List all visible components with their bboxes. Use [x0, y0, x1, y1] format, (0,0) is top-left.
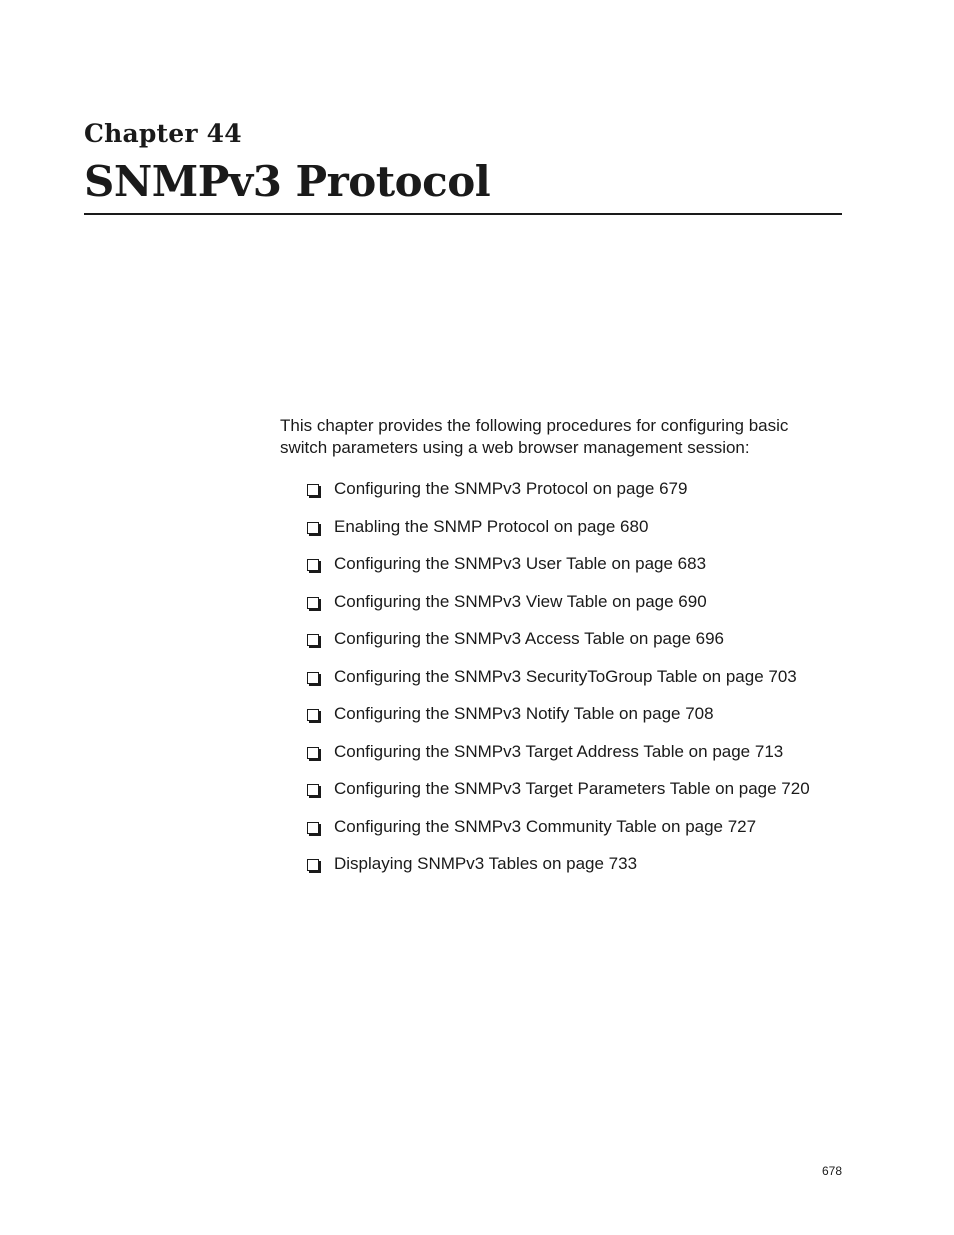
list-item[interactable] — [307, 853, 810, 891]
list-item[interactable] — [307, 478, 810, 516]
intro-paragraph: This chapter provides the following procedures for configuring basic switch parameters using a web browser management session: — [280, 416, 789, 457]
checkbox-icon — [307, 484, 319, 496]
checkbox-icon — [307, 709, 319, 721]
title-rule — [84, 213, 842, 215]
checkbox-icon — [307, 559, 319, 571]
list-item-label[interactable]: Configuring the SNMPv3 View Table on page 690 — [334, 591, 707, 611]
list-item-label[interactable]: Configuring the SNMPv3 Community Table on page 727 — [334, 816, 757, 836]
list-item-label[interactable]: Configuring the SNMPv3 Target Address Table on page 713 — [334, 741, 784, 761]
list-item[interactable] — [307, 703, 810, 741]
list-item[interactable] — [307, 778, 810, 816]
list-item[interactable] — [307, 666, 810, 704]
chapter-label: Chapter 44 — [84, 119, 242, 148]
checkbox-icon — [307, 672, 319, 684]
list-item-label[interactable]: Configuring the SNMPv3 Access Table on page 696 — [334, 629, 724, 648]
list-item[interactable] — [307, 516, 810, 554]
list-item-label[interactable]: Configuring the SNMPv3 SecurityToGroup Table on page 703 — [334, 666, 797, 686]
checkbox-icon — [307, 522, 319, 534]
checkbox-icon — [307, 747, 319, 759]
checkbox-icon — [307, 822, 319, 834]
list-item[interactable] — [307, 553, 810, 591]
checkbox-icon — [307, 859, 319, 871]
chapter-title: SNMPv3 Protocol — [84, 157, 491, 206]
list-item-label[interactable]: Configuring the SNMPv3 User Table on page 683 — [334, 554, 707, 573]
list-item[interactable] — [307, 628, 810, 666]
list-item-label[interactable]: Configuring the SNMPv3 Notify Table on page 708 — [334, 704, 714, 723]
checkbox-icon — [307, 634, 319, 646]
list-item[interactable] — [307, 741, 810, 779]
list-item[interactable] — [307, 591, 810, 629]
procedure-list — [307, 478, 810, 891]
page-number: 678 — [822, 1164, 843, 1178]
checkbox-icon — [307, 784, 319, 796]
list-item-label[interactable]: Enabling the SNMP Protocol on page 680 — [334, 516, 649, 536]
checkbox-icon — [307, 597, 319, 609]
list-item-label[interactable]: Configuring the SNMPv3 Protocol on page 679 — [334, 479, 688, 498]
list-item[interactable] — [307, 816, 810, 854]
list-item-label[interactable]: Displaying SNMPv3 Tables on page 733 — [334, 854, 638, 873]
list-item-label[interactable]: Configuring the SNMPv3 Target Parameters Table on page 720 — [334, 779, 810, 798]
